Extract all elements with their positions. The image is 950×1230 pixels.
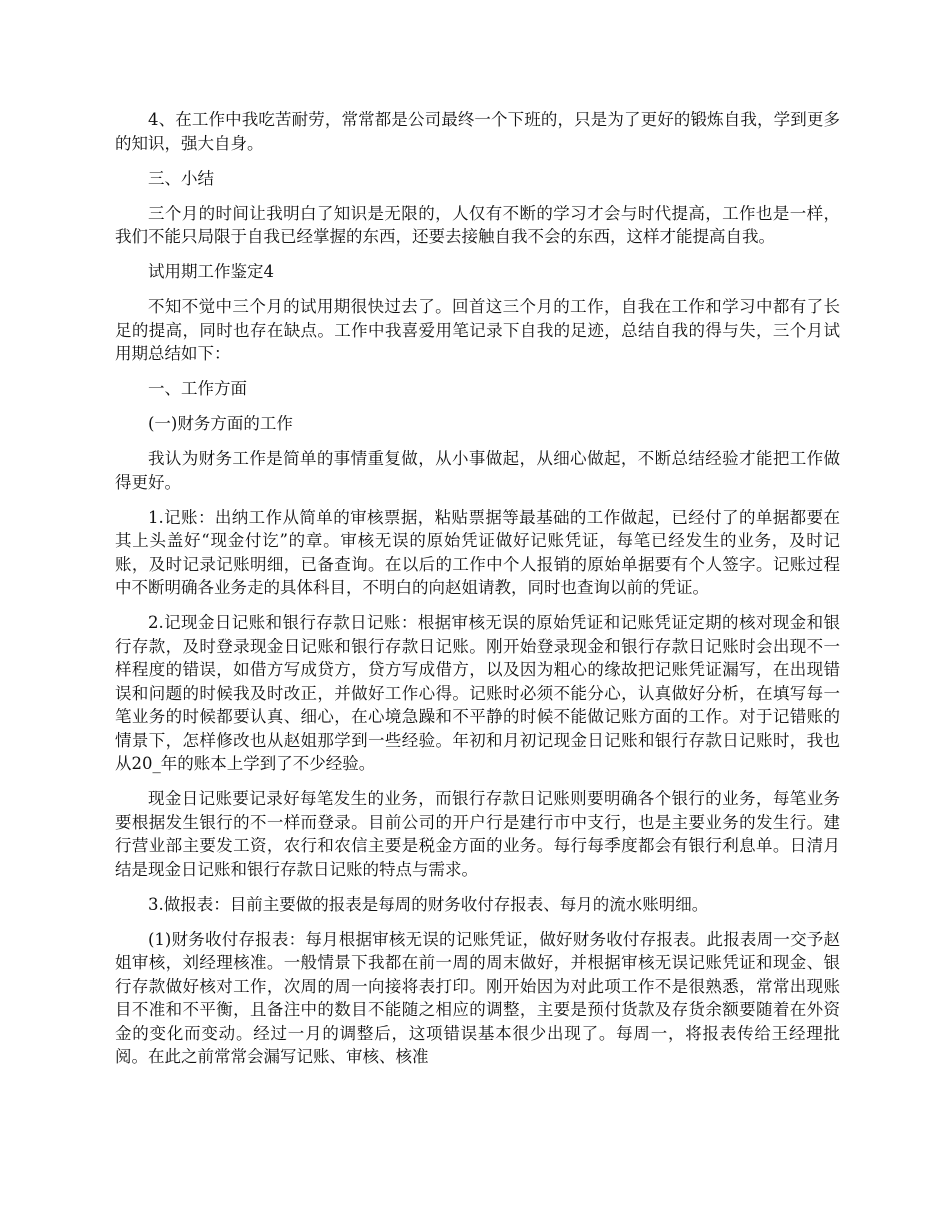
section-heading-summary: 三、小结 <box>148 168 214 188</box>
cash-journal-paragraph: 现金日记账要记录好每笔发生的业务，而银行存款日记账则要明确各个银行的业务，每笔业务要根据发生银行的不一样而登录。目前公司的开户行是建行市中支行，也是主要业务的发生行。建行营业部主要发工资，农行和农信主要是税金方面的业务。每行每季度都会有银行利息单。日清月结是现金日记账和银行存款日记账的特点与需求。 <box>115 789 840 879</box>
reports-paragraph: 3.做报表：目前主要做的报表是每周的财务收付存报表、每月的流水账明细。 <box>148 894 709 914</box>
document-body <box>115 108 840 1080</box>
document-subtitle: 试用期工作鉴定4 <box>148 262 274 281</box>
journal-paragraph: 2.记现金日记账和银行存款日记账：根据审核无误的原始凭证和记账凭证定期的核对现金和银行存款，及时登录现金日记账和银行存款日记账。刚开始登录现金和银行存款日记账时会出现不一样程度的错误，如借方写成贷方，贷方写成借方，以及因为粗心的缘故把记账凭证漏写，在出现错误和问题的时候我及时改正，并做好工作心得。记账时必须不能分心，认真做好分析，在填写每一笔业务的时候都要认真、细心，在心境急躁和不平静的时候不能做记账方面的工作。对于记错账的情景下，怎样修改也从赵姐那学到一些经验。年初和月初记现金日记账和银行存款日记账时，我也从20_年的账本上学到了不少经验。 <box>115 613 840 773</box>
intro-paragraph: 不知不觉中三个月的试用期很快过去了。回首这三个月的工作，自我在工作和学习中都有了长足的提高，同时也存在缺点。工作中我喜爱用笔记录下自我的足迹，总结自我的得与失，三个月试用期总结如下： <box>115 297 840 363</box>
paragraph-item-4: 4、在工作中我吃苦耐劳，常常都是公司最终一个下班的，只是为了更好的锻炼自我，学到更多的知识，强大自身。 <box>115 110 840 153</box>
bookkeeping-paragraph: 1.记账：出纳工作从简单的审核票据，粘贴票据等最基础的工作做起，已经付了的单据都要在其上头盖好“现金付讫”的章。审核无误的原始凭证做好记账凭证，每笔已经发生的业务，及时记账，及时记录记账明细，已备查询。在以后的工作中个人报销的原始单据要有个人签字。记账过程中不断明确各业务走的具体科目，不明白的向赵姐请教，同时也查询以前的凭证。 <box>115 507 840 597</box>
summary-paragraph: 三个月的时间让我明白了知识是无限的，人仅有不断的学习才会与时代提高，工作也是一样，我们不能只局限于自我已经掌握的东西，还要去接触自我不会的东西，这样才能提高自我。 <box>115 203 840 246</box>
finance-intro-paragraph: 我认为财务工作是简单的事情重复做，从小事做起，从细心做起，不断总结经验才能把工作做得更好。 <box>115 449 840 492</box>
section-heading-work: 一、工作方面 <box>148 379 247 398</box>
subsection-heading-finance: (一)财务方面的工作 <box>148 414 293 433</box>
report-detail-paragraph: (1)财务收付存报表：每月根据审核无误的记账凭证，做好财务收付存报表。此报表周一交予赵姐审核，刘经理核准。一般情景下我都在前一周的周末做好，并根据审核无误记账凭证和现金、银行存款做好核对工作，次周的周一向接将表打印。刚开始因为对此项工作不是很熟悉，常常出现账目不准和不平衡，且备注中的数目不能随之相应的调整，主要是预付货款及存货余额要随着在外资金的变化而变动。经过一月的调整后，这项错误基本很少出现了。每周一，将报表传给王经理批阅。在此之前常常会漏写记账、审核、核准 <box>115 929 840 1066</box>
